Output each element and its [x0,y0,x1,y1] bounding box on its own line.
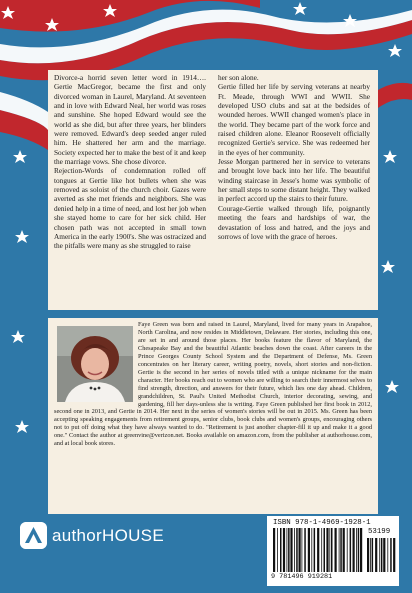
publisher-logo [20,522,164,549]
addon-bars [367,538,397,572]
ean-digits: 9 781496 919281 [271,573,333,581]
author-bio [54,321,372,448]
barcode [267,516,399,586]
synopsis-paragraph-divorce: Divorce-a horrid seven letter word in 1914…. Gertie MacGregor, became the first and only divorced woman in Laurel, Maryland. At seventeen and in love with Edward Neal, her world was roses and sunshine. She hoped Edward would see the world as she did, but after three years, her blinders were removed. Edward's deep seeded anger ruled him. He shattered her arm and the marriage. Society expected her to make the best of it and keep the marriage vows. She chose divorce. [54,73,206,167]
author-panel [48,318,378,514]
synopsis-paragraph-rejection: Rejection-Words of condemnation rolled off tongues at Gertie like hot bullets when she was removed as soloist of the church choir. Gazes were averted as she met friends and neighbors. She was denied help in a time of need, and lost her job when she stayed home to care for her sick child. Her chosen path was not accepted in small town America in the early 1900's. She was ostracized and the pitfalls were many as she struggled to raise [54,166,206,251]
synopsis-paragraph-continuation: her son alone. [218,73,259,82]
isbn-label: ISBN 978-1-4969-1928-1 [273,519,371,527]
price-code: 53199 [368,528,391,536]
barcode-bars [273,528,365,572]
synopsis-paragraph-courage: Courage-Gertie walked through life, poignantly meeting the fears and hardships of war, the devastation of loss and hatred, and the joys and sorrows of love with the grace of heroes. [218,203,370,241]
synopsis-panel [48,70,378,310]
publisher-logo-icon [20,522,47,549]
synopsis-right-column [218,73,370,241]
synopsis-paragraph-service: Gertie filled her life by serving veterans at nearby Ft. Meade, through WWI and WWII. She developed USO clubs and sat at the bedsides of wounded heroes. WWII changed women's place in the world. They became part of the work force and raised children alone. Eleanor Roosevelt officially recognized Gertie's service. She was redeemed her in the eyes of her community. [218,82,370,157]
publisher-name: authorHOUSE [52,525,164,545]
synopsis-paragraph-jesse: Jesse Morgan partnered her in service to veterans and brought love back into her life. The beautiful winding staircase in Jesse's home was symbolic of her small steps to some distant height. They walked in perfect accord up the stairs to their future. [218,157,370,204]
synopsis-left-column [54,73,206,251]
author-bio-text: Faye Green was born and raised in Laurel, Maryland, lived for many years in Arapahoe, North Carolina, and now resides in Middletown, Delaware. Her stories, including this one, are set in and around those places. Her books feature the flavor of Maryland, the Chesapeake Bay and the beautiful Atlantic beaches down the coast. After careers in the Prince Georges County School System and the Department of Defense, Ms. Green concentrates on her literary career, writing poetry, novels, short stories and non-fiction. Gertie is the second in her series of novels titled with a unique nickname for the main character. Her books reach out to women who are willing to search their innermost selves to find strength, direction, and answers for their future, which lies one day ahead. Children, grandchildren, St. Paul's United Methodist Church, interior decorating, sewing, and gardening, fill her days-unless she is writing. Faye Green published her first book in 2012, second one in 2013, and Gertie in 2014. Her next in the series of women's stories will be out in 2015. Ms. Green has been accepting speaking engagements from retirement groups, senior clubs, book clubs and women's groups, encouraging others not to put off doing what they have always wanted to do. "Retirement is just another chapter-fill it up and make it a good one." Contact the author at greenvine@verizon.net. Books available on amazon.com, from the publisher at authorhouse.com, and at local book stores. [54,321,372,448]
